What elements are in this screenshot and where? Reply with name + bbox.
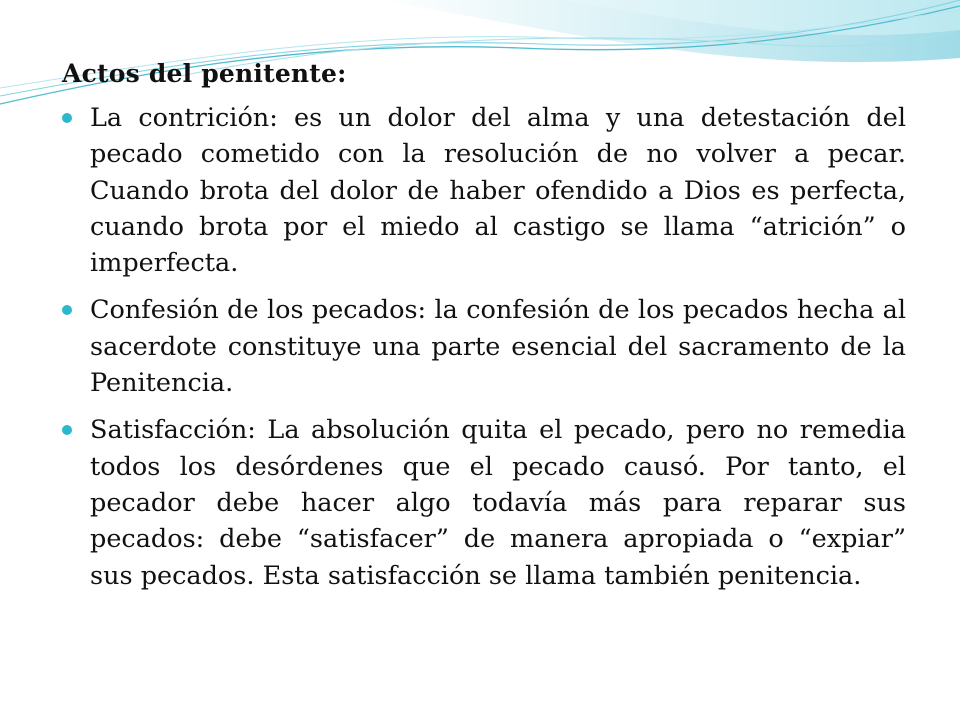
list-item — [62, 292, 906, 401]
list-item — [62, 412, 906, 593]
slide-content — [62, 56, 906, 605]
bullet-dot-icon — [62, 305, 72, 315]
slide-heading: Actos del penitente: — [62, 59, 347, 88]
bullet-text-confesion: Confesión de los pecados: la confesión de los pecados hecha al sacerdote constituye una parte esencial del sacramento de la Penitencia. — [90, 295, 906, 399]
bullet-text-satisfaccion: Satisfacción: La absolución quita el pecado, pero no remedia todos los desórdenes que el pecado causó. Por tanto, el pecador debe hacer algo todavía más para reparar sus pecados: debe “satisfacer” de manera apropiada o “expiar” sus pecados. Esta satisfacción se llama también penitencia. — [90, 415, 906, 591]
list-item — [62, 100, 906, 281]
bullet-dot-icon — [62, 425, 72, 435]
bullet-list — [62, 100, 906, 594]
bullet-text-contricion: La contrición: es un dolor del alma y una detestación del pecado cometido con la resolución de no volver a pecar. Cuando brota del dolor de haber ofendido a Dios es perfecta, cuando brota por el miedo al castigo se llama “atrición” o imperfecta. — [90, 103, 906, 279]
bullet-dot-icon — [62, 113, 72, 123]
